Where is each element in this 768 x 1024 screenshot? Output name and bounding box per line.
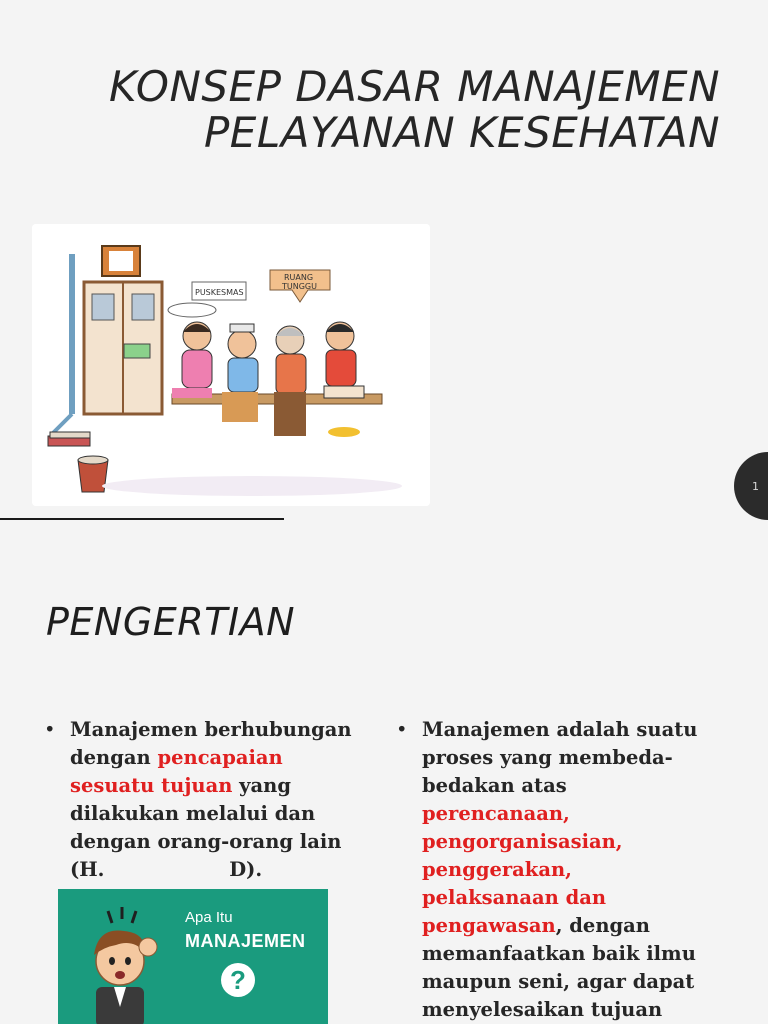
right-highlight-2: pengorganisasian, <box>422 830 623 853</box>
right-text-1: Manajemen adalah suatu proses yang membeda-bedakan atas <box>422 718 698 797</box>
section-heading: PENGERTIAN <box>46 600 296 644</box>
promo-big-text: MANAJEMEN <box>185 931 306 951</box>
sign-puskesmas: PUSKESMAS <box>195 288 244 297</box>
slide-number-badge <box>734 452 768 520</box>
sign-ruang: RUANG <box>284 273 314 282</box>
slide-title <box>40 64 720 156</box>
promo-small-text: Apa Itu <box>185 909 233 926</box>
bullet: • <box>396 718 408 741</box>
right-highlight-4: pelaksanaan dan <box>422 886 607 909</box>
sign-tunggu: TUNGGU <box>282 282 317 291</box>
left-text-1: Manajemen berhubungan dengan <box>70 718 352 769</box>
right-highlight-3: penggerakan, <box>422 858 572 881</box>
slide-number: 1 <box>752 479 759 493</box>
left-text-2: yang dilakukan melalui dan dengan orang-orang lain (H. <box>70 774 342 881</box>
definition-left <box>44 716 354 884</box>
title-divider <box>0 518 284 520</box>
bullet: • <box>44 718 56 741</box>
definition-left-text <box>70 716 354 884</box>
slide-title-line1: KONSEP DASAR MANAJEMEN <box>109 62 720 111</box>
left-highlight: pencapaian sesuatu tujuan <box>70 746 283 797</box>
right-text-2: , dengan memanfaatkan baik ilmu maupun seni, agar dapat menyelesaikan tujuan <box>422 914 696 1021</box>
right-highlight-5: pengawasan <box>422 914 556 937</box>
confused-person-illustration <box>58 889 188 1024</box>
definition-right <box>396 716 726 1024</box>
question-icon: ? <box>221 963 255 997</box>
slide-title-line2: PELAYANAN KESEHATAN <box>203 108 720 157</box>
waiting-room-illustration <box>32 224 430 506</box>
apa-itu-manajemen-card <box>58 889 328 1024</box>
left-text-3: D). <box>229 858 263 881</box>
definition-right-text <box>422 716 726 1024</box>
right-highlight-1: perencanaan, <box>422 802 570 825</box>
